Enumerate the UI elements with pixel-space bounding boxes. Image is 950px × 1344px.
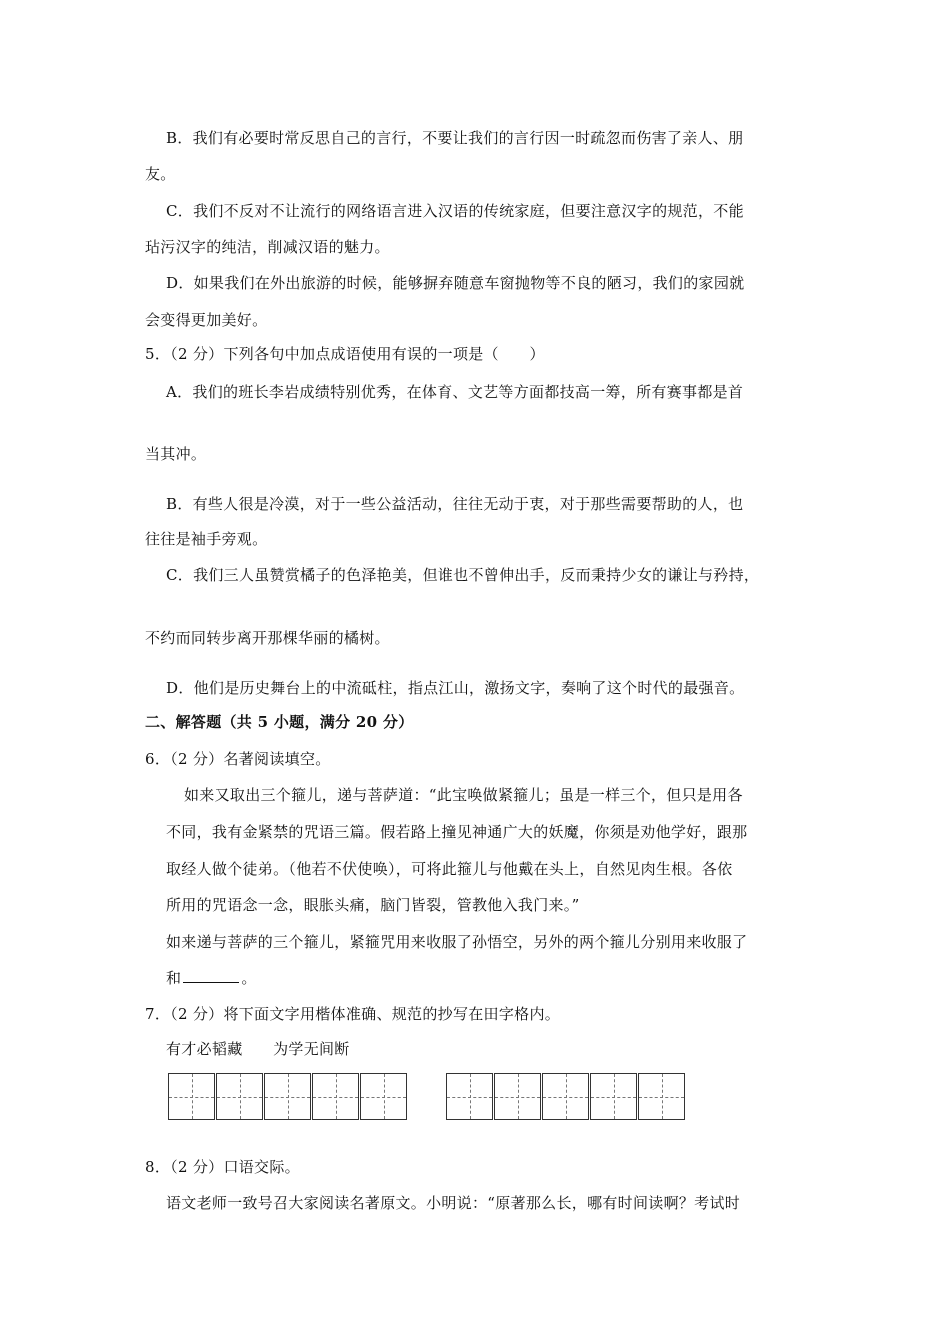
q4-option-b-line2: 友。 [145,165,176,183]
tianzige-cell[interactable] [638,1073,685,1120]
q4-option-d-line1: D．如果我们在外出旅游的时候，能够摒弃随意车窗抛物等不良的陋习，我们的家园就 [166,274,745,292]
tianzige-cell[interactable] [216,1073,263,1120]
q5-option-b-line1: B．有些人很是冷漠，对于一些公益活动，往往无动于衷，对于那些需要帮助的人，也 [166,495,744,513]
tianzige-cell[interactable] [590,1073,637,1120]
tianzige-cell[interactable] [264,1073,311,1120]
q6-stem: 6．（2 分）名著阅读填空。 [145,750,331,768]
q7-stem: 7．（2 分）将下面文字用楷体准确、规范的抄写在田字格内。 [145,1005,561,1023]
q5-option-a-line2: 当其冲。 [145,445,207,463]
tianzige-grid-right [446,1073,686,1122]
q5-option-d: D．他们是历史舞台上的中流砥柱，指点江山，激扬文字，奏响了这个时代的最强音。 [166,679,745,697]
q8-stem: 8．（2 分）口语交际。 [145,1158,300,1176]
q5-option-c-line2: 不约而同转步离开那棵华丽的橘树。 [145,629,390,647]
q4-option-b-line1: B．我们有必要时常反思自己的言行，不要让我们的言行因一时疏忽而伤害了亲人、朋 [166,129,744,147]
q6-answer-blank[interactable] [183,968,239,983]
q5-option-c-line1: C．我们三人虽赞赏橘子的色泽艳美，但谁也不曾伸出手，反而秉持少女的谦让与矜持， [166,566,760,584]
q5-stem: 5．（2 分）下列各句中加点成语使用有误的一项是（ ） [145,345,545,363]
tianzige-cell[interactable] [168,1073,215,1120]
q5-option-b-line2: 往往是袖手旁观。 [145,530,268,548]
tianzige-cell[interactable] [312,1073,359,1120]
tianzige-grid-left [168,1073,408,1122]
tianzige-cell[interactable] [446,1073,493,1120]
tianzige-cell[interactable] [542,1073,589,1120]
q6-question-prefix: 和 [166,969,182,987]
q8-line1: 语文老师一致号召大家阅读名著原文。小明说：“原著那么长，哪有时间读啊？考试时 [166,1194,741,1212]
q6-passage-line1: 如来又取出三个箍儿，递与菩萨道：“此宝唤做紧箍儿；虽是一样三个，但只是用各 [184,786,743,804]
q7-text: 有才必韬藏 为学无间断 [166,1040,350,1058]
section-2-title: 二、解答题（共 5 小题，满分 20 分） [145,713,414,731]
q6-question-suffix: 。 [241,969,257,987]
q6-passage-line3: 取经人做个徒弟。（他若不伏使唤），可将此箍儿与他戴在头上，自然见肉生根。各依 [166,860,733,878]
q4-option-c-line1: C．我们不反对不让流行的网络语言进入汉语的传统家庭，但要注意汉字的规范，不能 [166,202,744,220]
tianzige-cell[interactable] [494,1073,541,1120]
q4-option-d-line2: 会变得更加美好。 [145,311,268,329]
q6-question-line2 [166,968,257,988]
q6-passage-line4: 所用的咒语念一念，眼胀头痛，脑门皆裂，管教他入我门来。” [166,896,580,914]
q6-question-line1: 如来递与菩萨的三个箍儿，紧箍咒用来收服了孙悟空，另外的两个箍儿分别用来收服了 [166,933,748,951]
q4-option-c-line2: 玷污汉字的纯洁，削减汉语的魅力。 [145,238,390,256]
tianzige-cell[interactable] [360,1073,407,1120]
q5-option-a-line1: A．我们的班长李岩成绩特别优秀，在体育、文艺等方面都技高一筹，所有赛事都是首 [166,383,744,401]
q6-passage-line2: 不同，我有金紧禁的咒语三篇。假若路上撞见神通广大的妖魔，你须是劝他学好，跟那 [166,823,748,841]
